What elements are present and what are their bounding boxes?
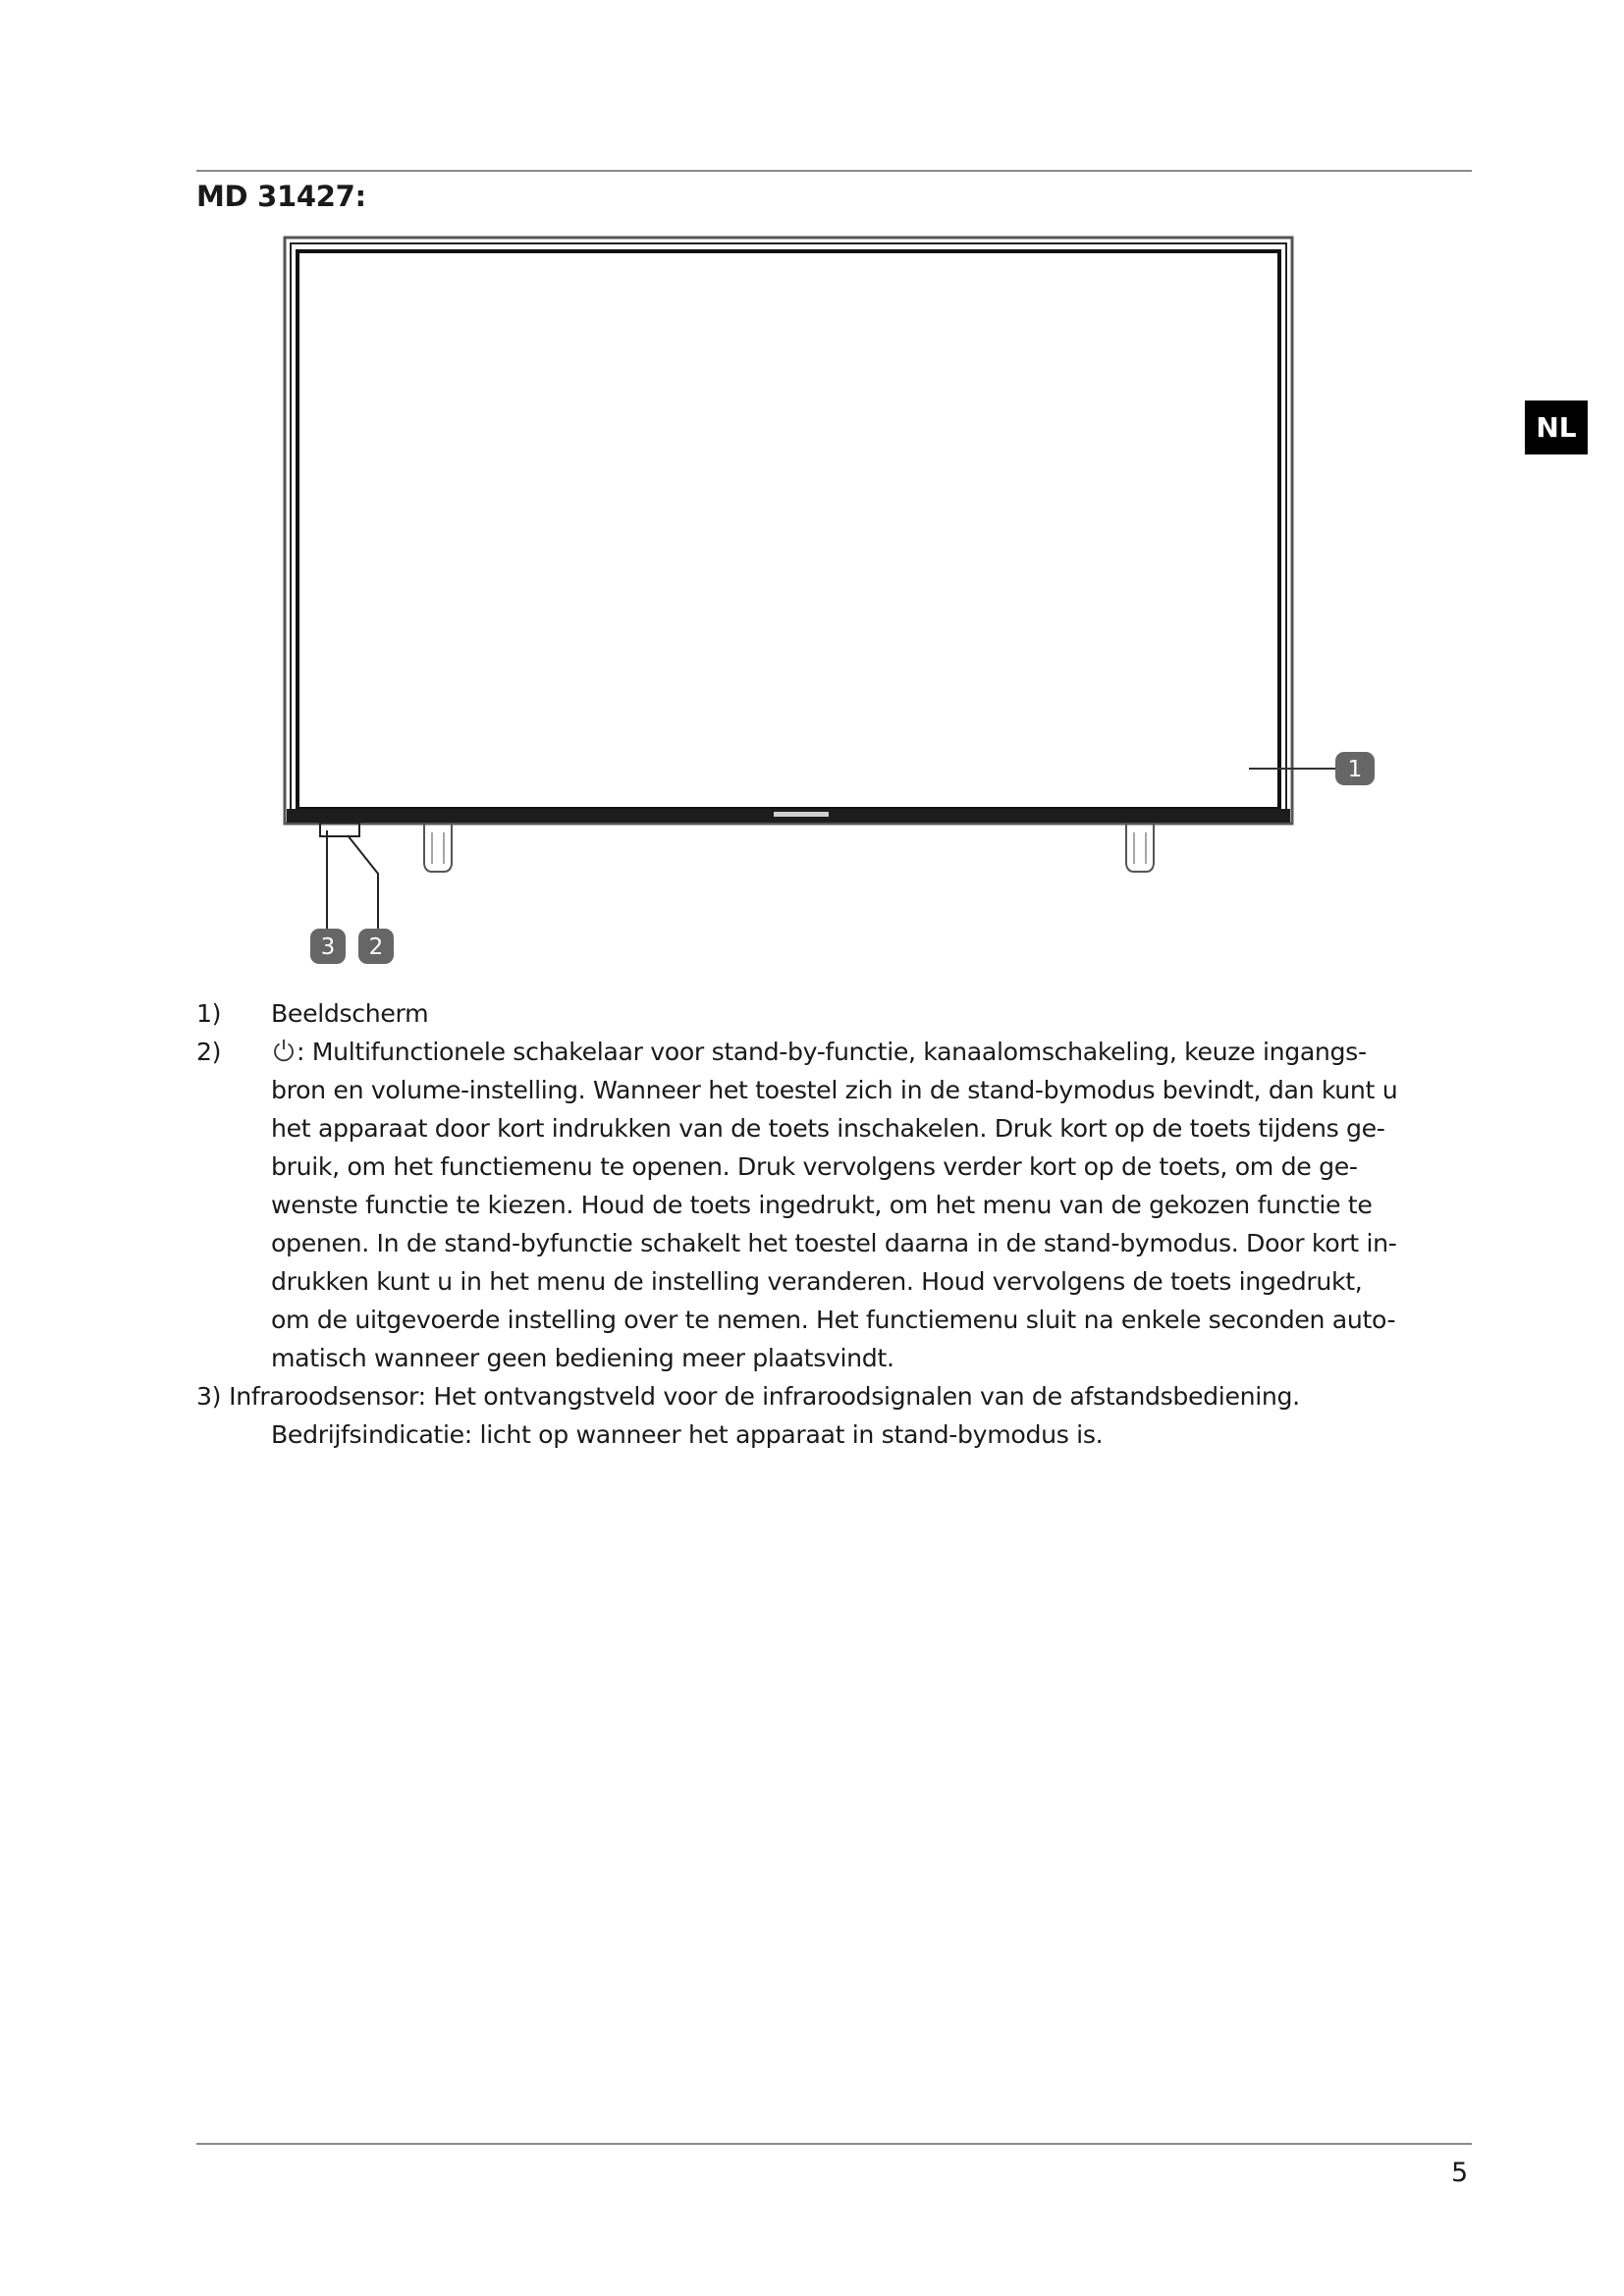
bottom-rule (196, 2143, 1472, 2145)
stand-left (424, 823, 452, 872)
callout-2-leader (348, 835, 378, 929)
callout-2-label: 2 (368, 934, 384, 960)
tv-logo (774, 812, 829, 817)
item-text: Beeldscherm (271, 999, 429, 1028)
legend-list (196, 994, 1483, 1454)
item-line: bruik, om het functiemenu te openen. Druk vervolgens verder kort op de toets, om de ge- (271, 1152, 1358, 1181)
item-line: bron en volume-instelling. Wanneer het toestel zich in de stand-bymodus bevindt, dan kunt u (271, 1076, 1398, 1104)
list-item (196, 994, 1483, 1033)
list-item (196, 1033, 1483, 1377)
item-line: Bedrijfsindicatie: licht op wanneer het apparaat in stand-bymodus is. (271, 1420, 1104, 1449)
item-line: om de uitgevoerde instelling over te nemen. Het functiemenu sluit na enkele seconden auto- (271, 1306, 1396, 1334)
item-line: wenste functie te kiezen. Houd de toets ingedrukt, om het menu van de gekozen functie te (271, 1191, 1373, 1219)
language-tab: NL (1525, 400, 1588, 454)
stand-right-inner (1134, 832, 1146, 864)
stand-left-inner (432, 832, 444, 864)
model-title: MD 31427: (196, 180, 366, 213)
item-number: 1) (196, 999, 222, 1028)
callout-3-label: 3 (320, 934, 336, 960)
item-line: het apparaat door kort indrukken van de toets inschakelen. Druk kort op de toets tijdens ge- (271, 1114, 1385, 1143)
item-line: drukken kunt u in het menu de instelling veranderen. Houd vervolgens de toets ingedrukt, (271, 1267, 1363, 1296)
item-line: Infraroodsensor: Het ontvangstveld voor de infraroodsignalen van de afstandsbediening. (229, 1382, 1300, 1411)
item-line: matisch wanneer geen bediening meer plaatsvindt. (271, 1344, 894, 1372)
item-number: 3) (196, 1382, 222, 1411)
tv-front-illustration (0, 0, 1624, 982)
power-icon (271, 1036, 297, 1061)
list-item (196, 1377, 1483, 1415)
tv-screen (298, 251, 1279, 809)
item-line: : Multifunctionele schakelaar voor stand-by-functie, kanaalomschakeling, keuze ingangs- (297, 1038, 1367, 1066)
page-number: 5 (1451, 2158, 1469, 2188)
item-line: openen. In de stand-byfunctie schakelt het toestel daarna in de stand-bymodus. Door kort in- (271, 1229, 1397, 1257)
item-number: 2) (196, 1038, 222, 1066)
stand-right (1126, 823, 1154, 872)
callout-1-label: 1 (1347, 757, 1363, 782)
